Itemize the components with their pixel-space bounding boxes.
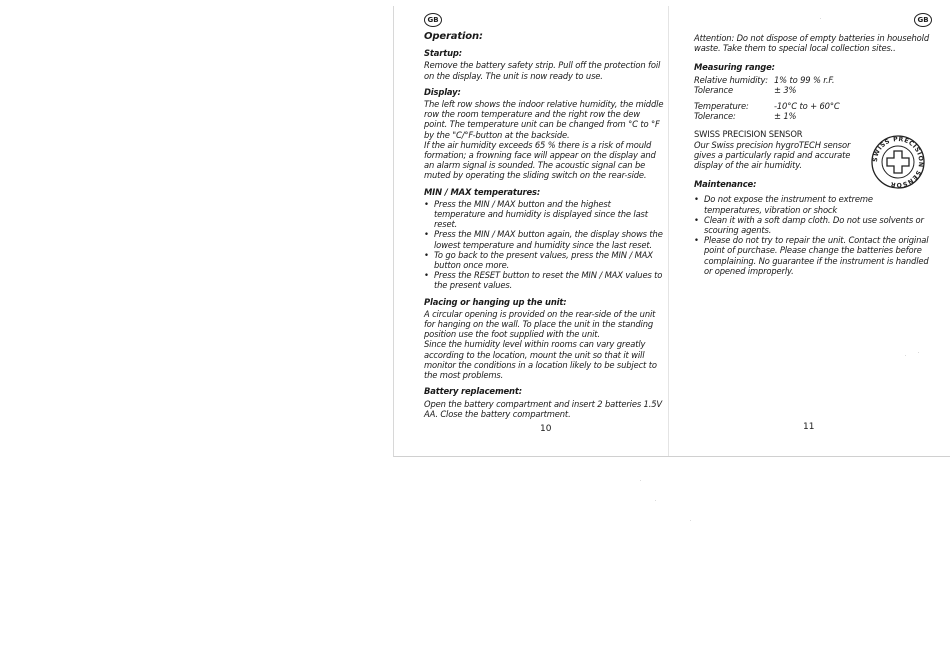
startup-title: Startup: <box>424 48 462 59</box>
minmax-title: MIN / MAX temperatures: <box>424 186 541 197</box>
spec-label: Tolerance <box>694 84 733 95</box>
list-item: • Press the RESET button to reset the MIN / MAX values to the present values. <box>434 270 664 290</box>
maintenance-title: Maintenance: <box>694 179 757 190</box>
placing-title: Placing or hanging up the unit: <box>424 296 567 307</box>
left-page <box>424 32 664 419</box>
table-row <box>694 75 840 85</box>
display-text-2: If the air humidity exceeds 65 % there is a risk of mould formation; a frowning face will appear on the display and an alarm signal is sounded. The acoustic signal can be muted by operating the sliding switch on the rear-side. <box>424 139 656 181</box>
swiss-precision-seal-icon <box>870 134 926 190</box>
operation-heading: Operation: <box>424 31 483 42</box>
spec-label: Tolerance: <box>694 111 736 122</box>
sensor-text: Our Swiss precision hygroTECH sensor gives a particularly rapid and accurate display of the air humidity. <box>694 139 851 171</box>
gb-language-badge: GB <box>914 13 932 27</box>
table-row <box>694 101 840 111</box>
measuring-range-title: Measuring range: <box>694 62 775 73</box>
page-number: 11 <box>803 422 815 432</box>
spec-label: Temperature: <box>694 101 749 112</box>
spec-value: ± 1% <box>774 111 797 122</box>
list-item: • Do not expose the instrument to extreme temperatures, vibration or shock <box>704 194 932 214</box>
minmax-list <box>424 199 664 291</box>
list-item: • Clean it with a soft damp cloth. Do not use solvents or scouring agents. <box>704 215 932 235</box>
table-row <box>694 111 840 121</box>
page-fold <box>668 6 669 456</box>
battery-text: Open the battery compartment and insert 2 batteries 1.5V AA. Close the battery compartment. <box>424 398 663 419</box>
placing-text: A circular opening is provided on the rear-side of the unit for hanging on the wall. To place the unit in the standing position use the foot supplied with the unit. <box>424 308 656 340</box>
list-item: • Please do not try to repair the unit. Contact the original point of purchase. Please change the batteries before complaining. No guarantee if the instrument is handled or opened improperly. <box>704 235 932 276</box>
spec-label: Relative humidity: <box>694 74 768 85</box>
startup-text: Remove the battery safety strip. Pull off the protection foil on the display. The unit is now ready to use. <box>424 60 661 81</box>
list-item: • Press the MIN / MAX button and the highest temperature and humidity is displayed since the last reset. <box>434 199 664 230</box>
seal-text: SWISS PRECISION SENSOR <box>871 135 925 189</box>
attention-text: Attention: Do not dispose of empty batteries in household waste. Take them to special local collection sites.. <box>694 33 929 54</box>
gb-language-badge: GB <box>424 13 442 27</box>
display-title: Display: <box>424 86 461 97</box>
spec-value: ± 3% <box>774 84 797 95</box>
page-number: 10 <box>540 424 552 434</box>
table-row <box>694 85 840 95</box>
sensor-title: SWISS PRECISION SENSOR <box>694 129 803 140</box>
list-item: • To go back to the present values, press the MIN / MAX button once more. <box>434 250 664 270</box>
measuring-range-table <box>694 75 840 122</box>
battery-title: Battery replacement: <box>424 386 522 397</box>
display-text: The left row shows the indoor relative humidity, the middle row the room temperature and the right row the dew point. The temperature unit can be changed from °C to °F by the "C/°F-button at the backside. <box>424 99 664 140</box>
spec-value: -10°C to + 60°C <box>774 101 840 112</box>
placing-text-2: Since the humidity level within rooms can vary greatly according to the location, mount the unit so that it will monitor the conditions in a location likely to be subject to the most problems. <box>424 339 657 381</box>
list-item: • Press the MIN / MAX button again, the display shows the lowest temperature and humidity since the last reset. <box>434 229 664 249</box>
maintenance-list <box>694 194 932 276</box>
spec-value: 1% to 99 % r.F. <box>774 74 835 85</box>
